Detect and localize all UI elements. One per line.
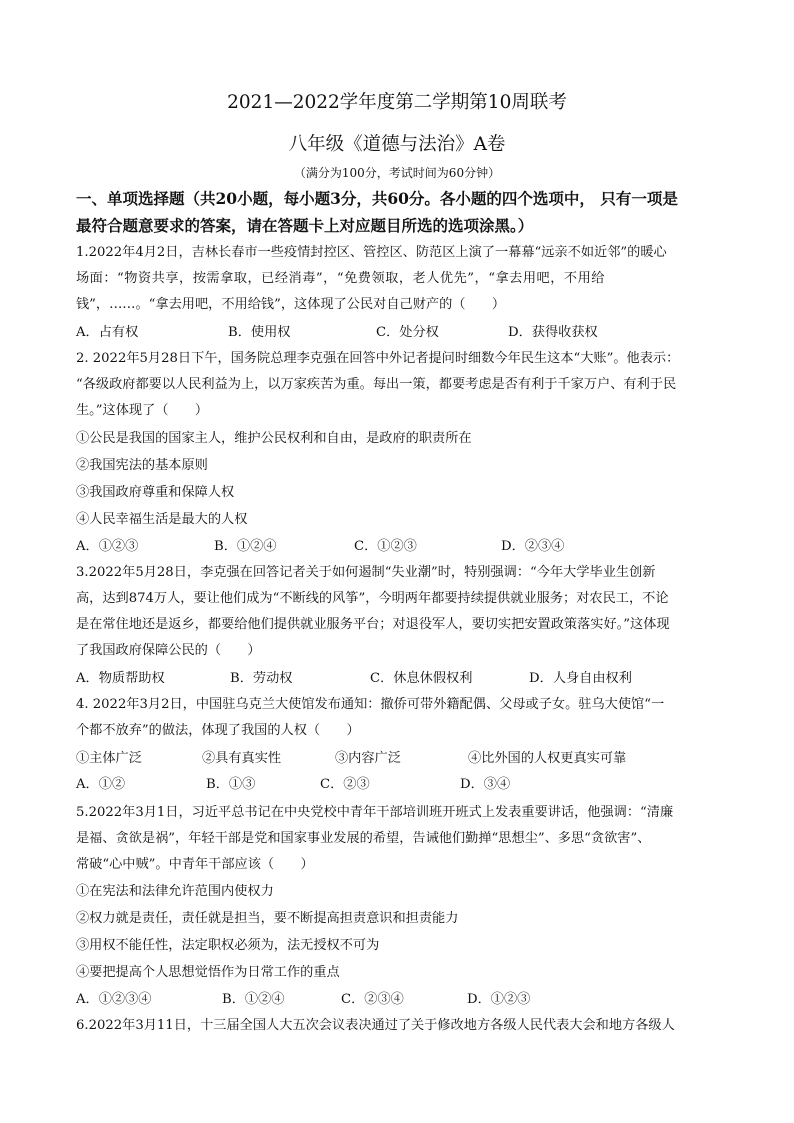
q1-option-a: A．占有权 [76, 325, 139, 340]
q5-item: ③用权不能任性，法定职权必须为，法无授权不可为 [76, 938, 380, 953]
q4-option-c: C．②③ [320, 777, 370, 792]
q5-option-c: C．②③④ [341, 992, 404, 1007]
q2-option-d: D．②③④ [501, 539, 565, 554]
q5-option-b: B．①②④ [222, 992, 285, 1007]
q3-option-b: B．劳动权 [230, 671, 293, 686]
q2-line: 生。”这体现了（ ） [76, 403, 209, 418]
section-heading-line1: 一、单项选择题（共20小题，每小题3分，共60分。各小题的四个选项中， 只有一项是 [76, 189, 678, 208]
q3-option-a: A．物质帮助权 [76, 671, 165, 686]
q5-option-d: D．①②③ [467, 992, 531, 1007]
q2-item: ①公民是我国的国家主人，维护公民权利和自由，是政府的职责所在 [76, 431, 472, 446]
q3-option-c: C．休息休假权利 [370, 671, 473, 686]
q3-line: 了我国政府保障公民的（ ） [76, 643, 261, 658]
q2-option-c: C．①②③ [354, 539, 417, 554]
q2-item: ④人民幸福生活是最大的人权 [76, 512, 248, 527]
q2-item: ②我国宪法的基本原则 [76, 458, 208, 473]
q1-option-d: D．获得收获权 [508, 325, 598, 340]
section-heading-line2: 最符合题意要求的答案，请在答题卡上对应题目所选的选项涂黑。） [76, 216, 534, 235]
q4-item: ③内容广泛 [335, 751, 401, 766]
q2-line: 2. 2022年5月28日下午，国务院总理李克强在回答中外记者提问时细数今年民生这本“大账”。他表示： [76, 351, 680, 366]
q2-option-a: A．①②③ [76, 539, 139, 554]
q2-line: “各级政府都要以人民利益为上，以万家疾苦为重。每出一策，都要考虑是否有利于千家万户、有利于民 [76, 377, 677, 392]
exam-subject: 八年级《道德与法治》A卷 [288, 134, 506, 155]
q3-line: 是在常住地还是返乡，都要给他们提供就业服务平台；对退役军人，要切实把安置政策落实好。”这体现 [76, 617, 670, 632]
q1-option-b: B．使用权 [228, 325, 291, 340]
q4-item: ②具有真实性 [202, 751, 282, 766]
q4-item: ④比外国的人权更真实可靠 [468, 751, 627, 766]
q1-line: 场面：“物资共享，按需拿取，已经消毒”，“免费领取，老人优先”，“拿去用吧，不用给 [76, 271, 605, 286]
q6-line: 6.2022年3月11日，十三届全国人大五次会议表决通过了关于修改地方各级人民代表大会和地方各级人 [76, 1018, 675, 1033]
q5-line: 是福、贪欲是祸”，年轻干部是党和国家事业发展的希望，告诫他们勤掸“思想尘”、多思“贪欲害”、 [76, 831, 651, 846]
q1-option-c: C．处分权 [376, 325, 439, 340]
q4-option-d: D．③④ [460, 777, 511, 792]
q5-line: 5.2022年3月1日，习近平总书记在中央党校中青年干部培训班开班式上发表重要讲话，他强调：“清廉 [76, 805, 674, 820]
q1-line: 钱”，……。“拿去用吧，不用给钱”，这体现了公民对自己财产的（ ） [76, 297, 506, 312]
q5-item: ④要把提高个人思想觉悟作为日常工作的重点 [76, 965, 340, 980]
q4-option-a: A．①② [76, 777, 126, 792]
q3-line: 高，达到874万人，要让他们成为“不断线的风筝”，今明两年都要持续提供就业服务；对农民工，不论 [76, 591, 669, 606]
q5-item: ①在宪法和法律允许范围内使权力 [76, 884, 274, 899]
q2-option-b: B．①②④ [214, 539, 277, 554]
q4-item: ①主体广泛 [76, 751, 142, 766]
q5-line: 常破“心中贼”。中青年干部应该（ ） [76, 857, 314, 872]
q3-line: 3.2022年5月28日，李克强在回答记者关于如何遏制“失业潮”时，特别强调：“今年大学毕业生创新 [76, 565, 656, 580]
q1-line: 1.2022年4月2日，吉林长春市一些疫情封控区、管控区、防范区上演了一幕幕“远亲不如近邻”的暖心 [76, 245, 667, 260]
q4-line: 4. 2022年3月2日，中国驻乌克兰大使馆发布通知：撤侨可带外籍配偶、父母或子女。驻乌大使馆“一 [76, 697, 665, 712]
exam-title: 2021—2022学年度第二学期第10周联考 [227, 92, 567, 113]
q3-option-d: D．人身自由权利 [529, 671, 632, 686]
q4-option-b: B．①③ [206, 777, 256, 792]
exam-note: （满分为100分，考试时间为60分钟） [293, 166, 501, 180]
q2-item: ③我国政府尊重和保障人权 [76, 485, 235, 500]
q5-item: ②权力就是责任，责任就是担当，要不断提高担责意识和担责能力 [76, 911, 459, 926]
q5-option-a: A．①②③④ [76, 992, 152, 1007]
q4-line: 个都不放弃”的做法，体现了我国的人权（ ） [76, 723, 360, 738]
